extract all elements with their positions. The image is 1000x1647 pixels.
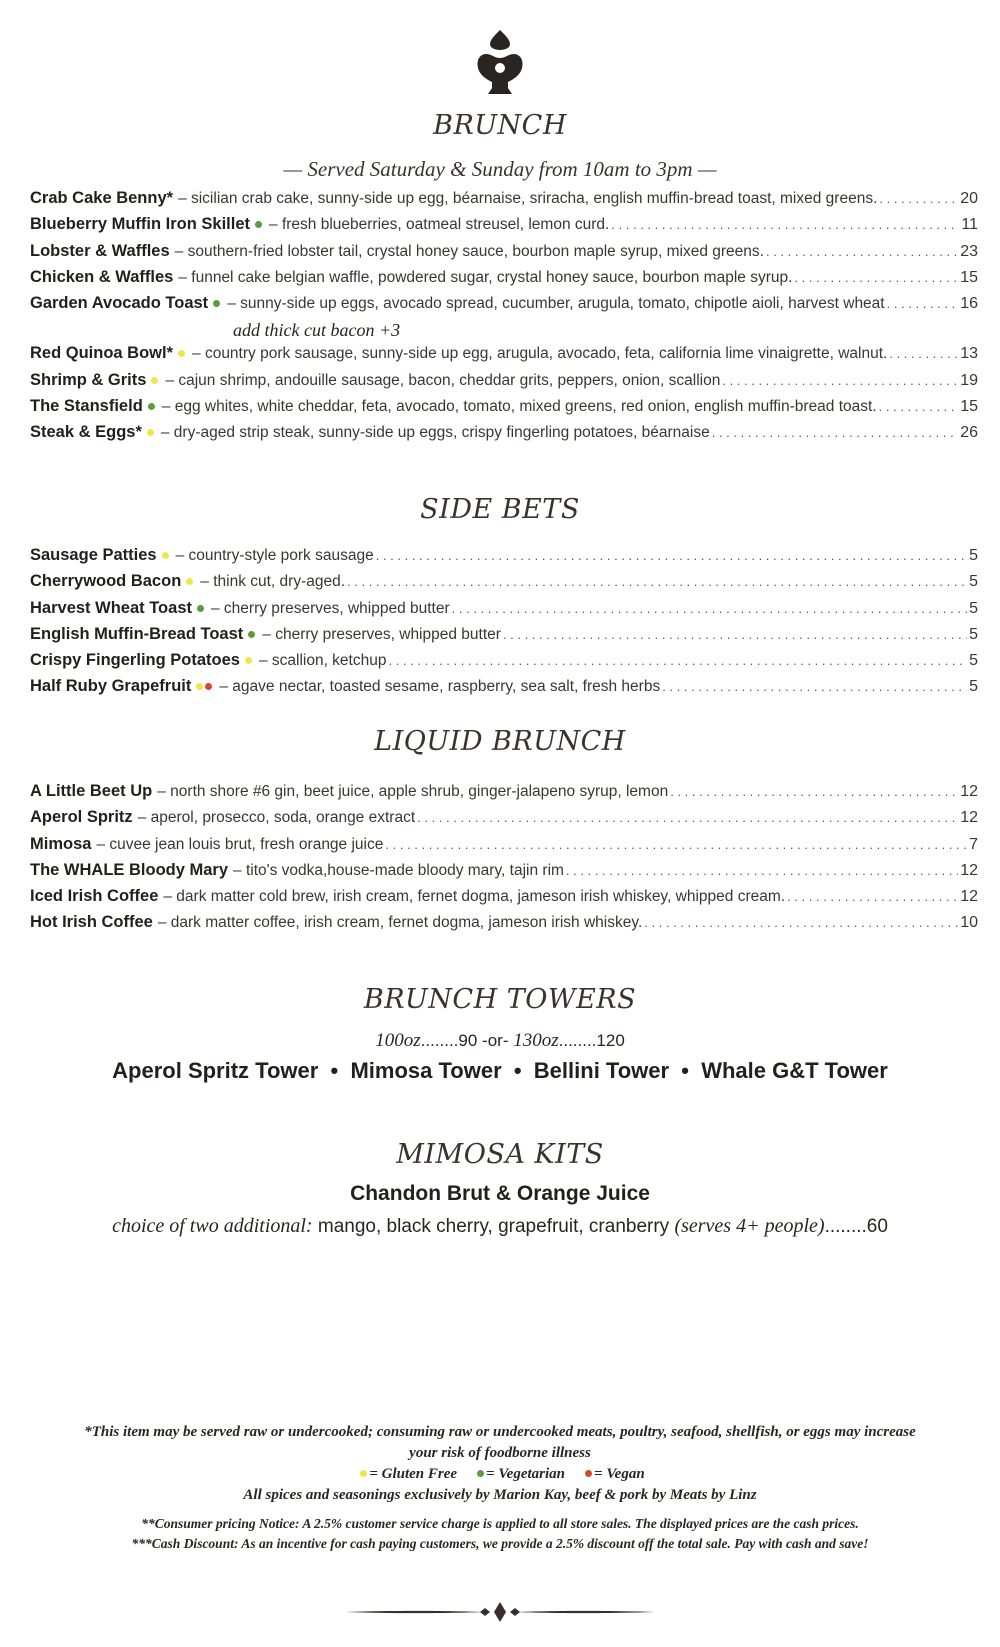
item-price: 12 (960, 809, 978, 827)
item-price: 12 (960, 783, 978, 800)
leader-dots (889, 346, 958, 361)
item-description: – fresh blueberries, oatmeal streusel, lemon curd. (269, 216, 610, 234)
menu-item (30, 268, 978, 294)
leader-dots (376, 548, 967, 563)
gluten-free-dot-icon (245, 657, 252, 664)
item-price: 16 (960, 295, 978, 313)
section-title-kits: MIMOSA KITS (396, 1139, 604, 1170)
sides-menu-list (30, 546, 978, 704)
item-name: English Muffin-Bread Toast (30, 624, 244, 643)
item-price: 5 (969, 652, 978, 670)
item-name: Iced Irish Coffee (30, 887, 159, 906)
item-price: 5 (969, 678, 978, 696)
leader-dots (794, 270, 958, 285)
item-description: – cherry preserves, whipped butter (262, 625, 501, 643)
item-price: 7 (969, 835, 978, 853)
item-description: – country-style pork sausage (175, 547, 374, 564)
footer-notes (50, 1422, 950, 1554)
tower-price-1: ........90 -or- (420, 1031, 514, 1050)
vegetarian-dot-icon (148, 403, 155, 410)
item-description: – dark matter cold brew, irish cream, fernet dogma, jameson irish whiskey, whipped cream. (163, 888, 786, 906)
item-description: – think cut, dry-aged. (200, 573, 346, 591)
diet-legend (50, 1464, 950, 1485)
bacon-addon-note: add thick cut bacon +3 (233, 320, 401, 341)
item-price: 15 (960, 268, 978, 286)
item-description: – sunny-side up eggs, avocado spread, cucumber, arugula, tomato, chipotle aioli, harvest wheat (227, 295, 885, 313)
section-title-liquid: LIQUID BRUNCH (374, 726, 626, 757)
item-name: Garden Avocado Toast (30, 294, 209, 313)
whale-crest-logo-icon (470, 28, 530, 98)
item-description: – dry-aged strip steak, sunny-side up eggs, crispy fingerling potatoes, béarnaise (160, 424, 710, 442)
menu-item (30, 887, 978, 913)
item-description: – cuvee jean louis brut, fresh orange juice (96, 835, 384, 853)
item-price: 5 (969, 573, 978, 591)
menu-item (30, 189, 978, 215)
leader-dots (388, 653, 967, 668)
legend-v: = Vegetarian (486, 1466, 566, 1482)
item-name: Steak & Eggs* (30, 423, 142, 442)
legend-vg: = Vegan (594, 1466, 645, 1482)
leader-dots (566, 863, 958, 878)
tower-price-2: ........120 (558, 1031, 625, 1050)
leader-dots (644, 915, 958, 930)
menu-item (30, 215, 978, 241)
tower-list: Aperol Spritz Tower • Mimosa Tower • Bellini Tower • Whale G&T Tower (112, 1058, 888, 1083)
item-name: Shrimp & Grits (30, 370, 147, 389)
item-name: Chicken & Waffles (30, 267, 174, 286)
gluten-free-dot-icon (178, 350, 185, 357)
leader-dots (417, 810, 958, 825)
spices-note: All spices and seasonings exclusively by Marion Kay, beef & pork by Meats by Linz (243, 1487, 757, 1503)
menu-item (30, 835, 978, 861)
item-description: – dark matter coffee, irish cream, fernet dogma, jameson irish whiskey. (157, 914, 643, 932)
item-description: – aperol, prosecco, soda, orange extract (137, 809, 416, 827)
menu-item (30, 546, 978, 572)
brunch-menu-list (30, 189, 978, 450)
item-name: Hot Irish Coffee (30, 913, 153, 932)
menu-item (30, 599, 978, 625)
menu-item (30, 397, 978, 423)
item-name: Red Quinoa Bowl* (30, 344, 174, 363)
gluten-free-dot-icon (151, 377, 158, 384)
legend-gf: = Gluten Free (369, 1466, 458, 1482)
leader-dots (712, 425, 958, 440)
section-title-brunch: BRUNCH (433, 110, 567, 141)
leader-dots (347, 574, 967, 589)
raw-warning: *This item may be served raw or undercooked; consuming raw or undercooked meats, poultry, seafood, shellfish, or eggs may increase your risk of foodborne illness (84, 1424, 916, 1461)
item-description: – sicilian crab cake, sunny-side up egg, béarnaise, sriracha, english muffin-bread toast, mixed greens. (178, 190, 878, 207)
kit-serves: (serves 4+ people) (674, 1215, 825, 1237)
item-description: – southern-fried lobster tail, crystal honey sauce, bourbon maple syrup, mixed greens. (174, 242, 764, 260)
tower-size-2: 130oz (513, 1030, 559, 1051)
vegan-dot-icon (585, 1470, 592, 1477)
vegan-dot-icon (205, 683, 212, 690)
item-name: The WHALE Bloody Mary (30, 860, 229, 879)
leader-dots (766, 244, 958, 259)
menu-item (30, 242, 978, 268)
item-name: The Stansfield (30, 397, 143, 416)
menu-item (30, 572, 978, 598)
item-description: – cherry preserves, whipped butter (211, 599, 450, 617)
item-description: – funnel cake belgian waffle, powdered sugar, crystal honey sauce, bourbon maple syrup. (178, 268, 793, 286)
item-price: 11 (961, 216, 978, 234)
tower-size-1: 100oz (375, 1030, 421, 1051)
leader-dots (887, 296, 959, 311)
menu-item (30, 913, 978, 939)
item-description: – egg whites, white cheddar, feta, avocado, tomato, mixed greens, red onion, english muffin-bread toast. (161, 398, 877, 416)
menu-item (30, 677, 978, 703)
leader-dots (662, 679, 967, 694)
item-price: 23 (960, 242, 978, 260)
vegetarian-dot-icon (255, 221, 262, 228)
vegetarian-dot-icon (248, 631, 255, 638)
item-description: – agave nectar, toasted sesame, raspberry, sea salt, fresh herbs (219, 678, 661, 696)
item-name: Sausage Patties (30, 546, 157, 564)
kit-choices (0, 1215, 1000, 1238)
ornament-divider-icon (345, 1600, 655, 1624)
brunch-hours: — Served Saturday & Sunday from 10am to 3pm — (283, 157, 717, 181)
leader-dots (503, 627, 967, 642)
vegetarian-dot-icon (213, 300, 220, 307)
item-name: Half Ruby Grapefruit (30, 677, 192, 696)
menu-item (30, 808, 978, 834)
menu-item (30, 861, 978, 887)
gluten-free-dot-icon (360, 1470, 367, 1477)
menu-item (30, 423, 978, 449)
leader-dots (385, 837, 967, 852)
item-name: Blueberry Muffin Iron Skillet (30, 215, 251, 234)
section-title-towers: BRUNCH TOWERS (363, 984, 637, 1015)
item-price: 12 (960, 888, 978, 906)
item-description: – cajun shrimp, andouille sausage, bacon, cheddar grits, peppers, onion, scallion (165, 371, 721, 389)
kit-choice-label: choice of two additional: (112, 1215, 313, 1237)
item-name: A Little Beet Up (30, 782, 153, 800)
vegetarian-dot-icon (477, 1470, 484, 1477)
leader-dots (879, 191, 958, 206)
kit-subtitle: Chandon Brut & Orange Juice (350, 1182, 650, 1205)
menu-item (30, 782, 978, 808)
leader-dots (611, 217, 959, 232)
item-name: Mimosa (30, 834, 92, 853)
menu-item (30, 651, 978, 677)
gluten-free-dot-icon (186, 578, 193, 585)
leader-dots (879, 399, 959, 414)
tower-sizes (0, 1030, 1000, 1052)
item-name: Harvest Wheat Toast (30, 598, 192, 617)
menu-item (30, 294, 978, 320)
liquid-menu-list (30, 782, 978, 940)
leader-dots (722, 373, 958, 388)
leader-dots (787, 889, 958, 904)
item-price: 20 (960, 190, 978, 207)
pricing-notice: **Consumer pricing Notice: A 2.5% customer service charge is applied to all store sales. The displayed prices are the cash prices. (141, 1516, 859, 1531)
menu-item (30, 625, 978, 651)
item-price: 5 (969, 625, 978, 643)
item-description: – scallion, ketchup (258, 652, 387, 670)
gluten-free-dot-icon (147, 429, 154, 436)
item-price: 13 (960, 345, 978, 363)
item-name: Cherrywood Bacon (30, 572, 182, 591)
menu-item (30, 371, 978, 397)
kit-price: ........60 (824, 1216, 888, 1237)
kit-choice-list: mango, black cherry, grapefruit, cranberry (312, 1216, 675, 1237)
item-price: 10 (960, 914, 978, 932)
gluten-free-dot-icon (162, 552, 169, 559)
menu-item (30, 344, 978, 370)
item-name: Crispy Fingerling Potatoes (30, 651, 240, 670)
leader-dots (452, 601, 967, 616)
gluten-free-dot-icon (196, 683, 203, 690)
item-price: 5 (969, 599, 978, 617)
cash-discount: ***Cash Discount: As an incentive for cash paying customers, we provide a 2.5% discount off the total sale. Pay with cash and save! (131, 1536, 869, 1551)
item-description: – north shore #6 gin, beet juice, apple shrub, ginger-jalapeno syrup, lemon (157, 783, 669, 800)
item-price: 15 (960, 398, 978, 416)
section-title-sides: SIDE BETS (420, 494, 580, 525)
item-name: Lobster & Waffles (30, 241, 170, 260)
item-price: 19 (960, 371, 978, 389)
item-price: 5 (969, 547, 978, 564)
item-name: Aperol Spritz (30, 808, 133, 827)
item-price: 26 (960, 424, 978, 442)
item-price: 12 (960, 861, 978, 879)
item-description: – country pork sausage, sunny-side up egg, arugula, avocado, feta, california lime vinaigrette, walnut. (192, 345, 888, 363)
leader-dots (670, 784, 958, 799)
vegetarian-dot-icon (197, 605, 204, 612)
item-description: – tito's vodka,house-made bloody mary, tajin rim (233, 861, 564, 879)
item-name: Crab Cake Benny* (30, 189, 174, 207)
